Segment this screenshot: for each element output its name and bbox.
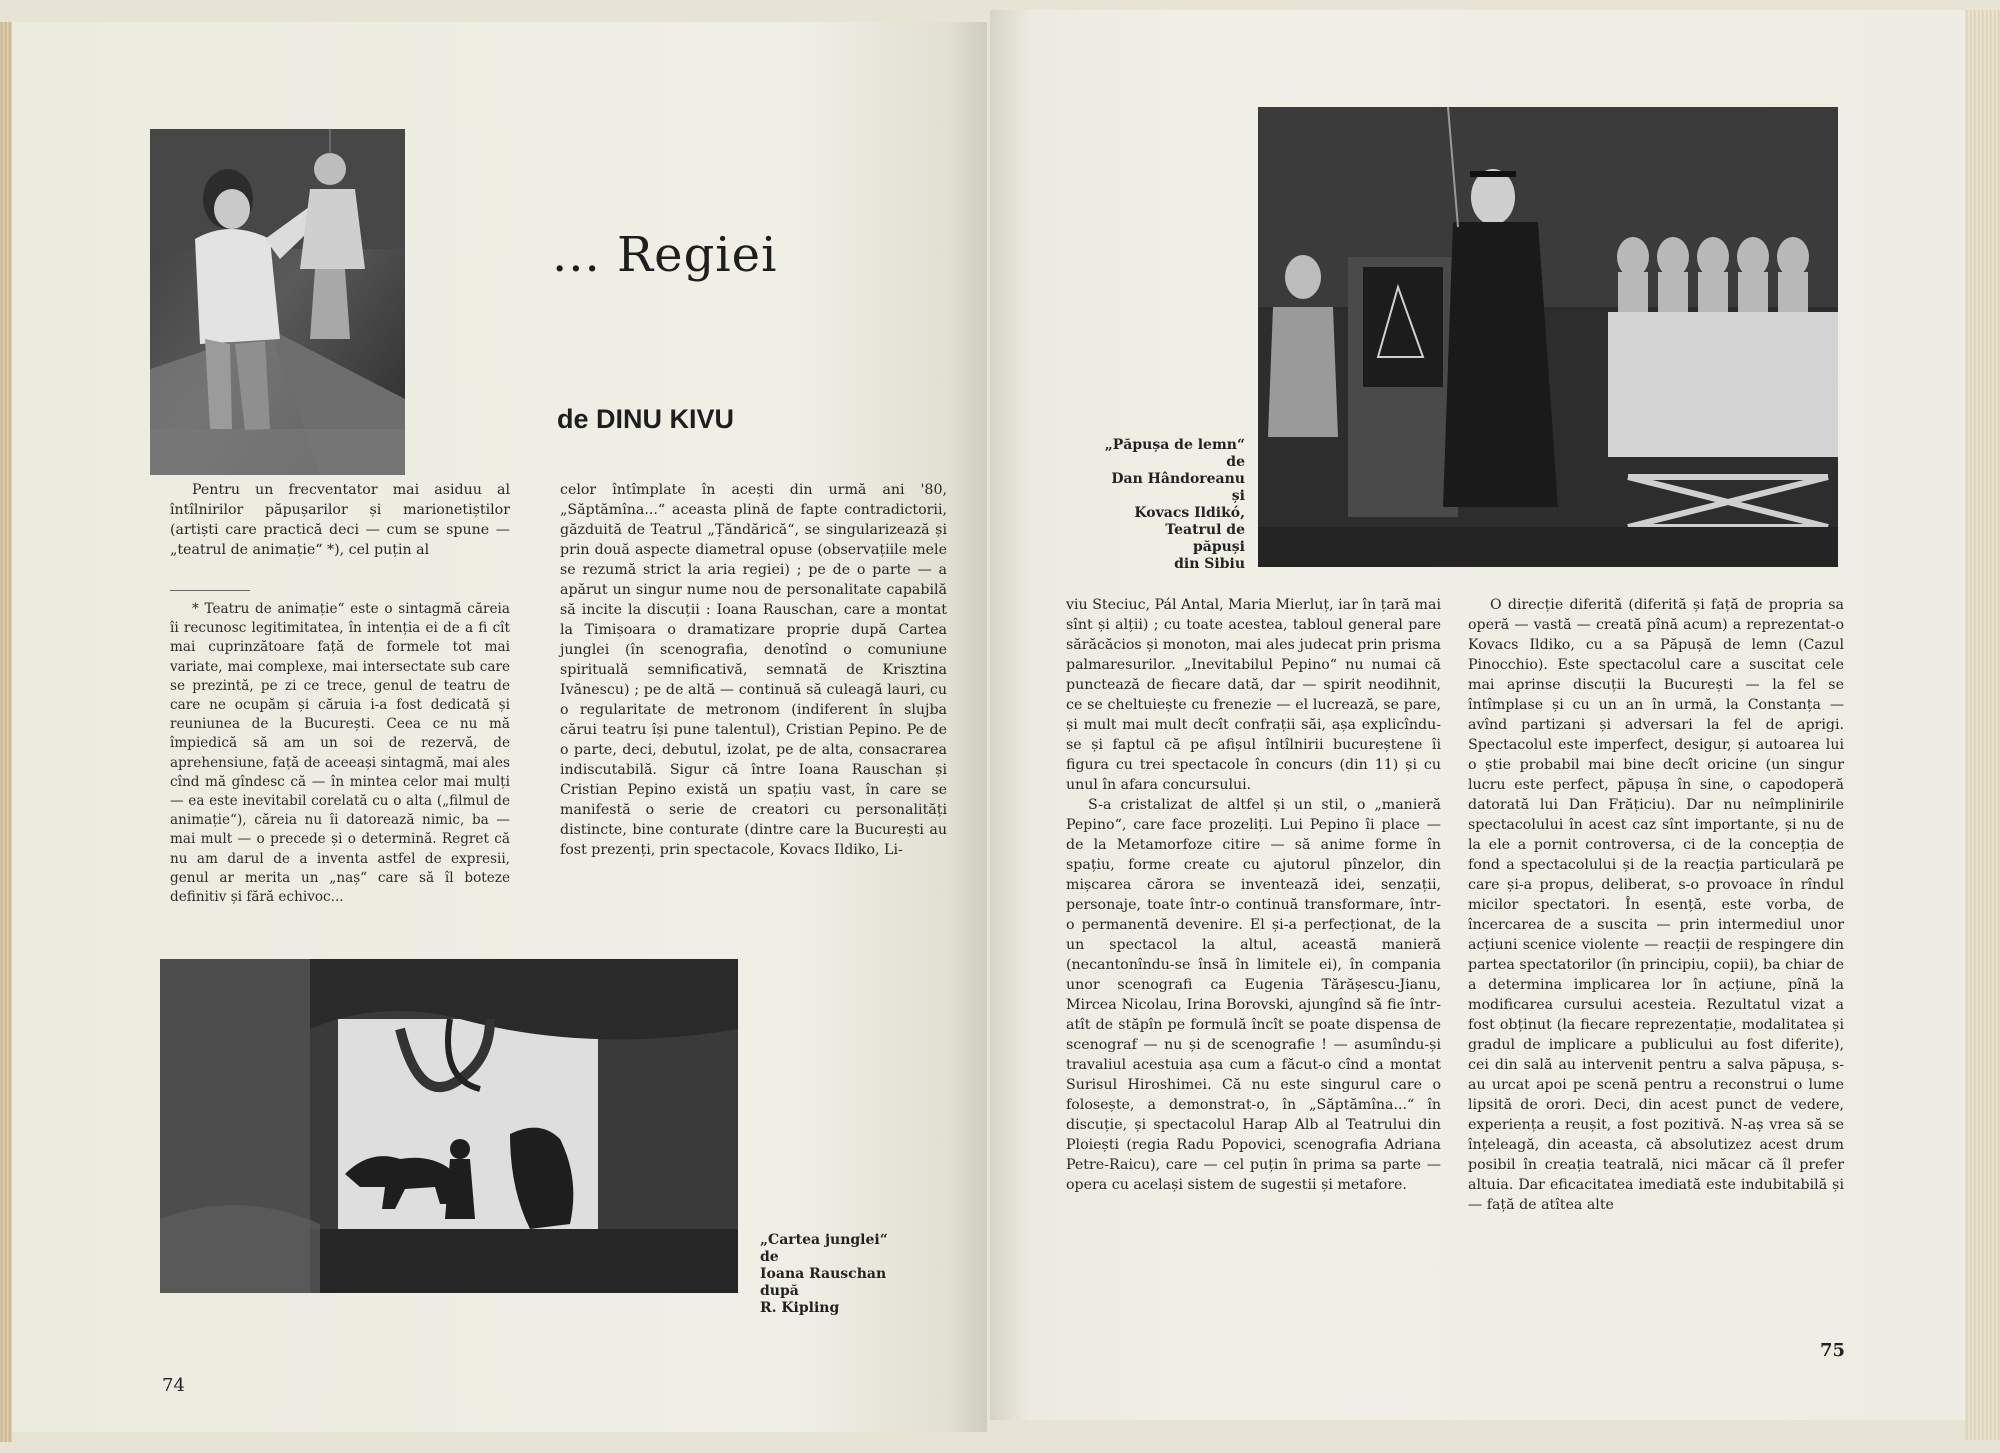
caption-line: „Păpușa de lemn“: [1104, 437, 1245, 453]
caption-line: Kovacs Ildikó,: [1134, 505, 1245, 521]
right-column-2-text: O direcție diferită (diferită și față de propria sa operă — vastă — creată pînă acum) a reprezentat-o Kovacs Ildiko, cu a sa Păpușă de lemn (Cazul Pinocchio). Este spectacolul care a suscitat cele mai aprinse discuții la București — la fel se întîmplase și cu un an în urmă, la Constanța — avînd partizani și adversari la fel de aprigi. Spectacolul este imperfect, desigur, și autoarea lui o știe probabil mai bine decît oricine (un singur lucru este perfect, păpușa în sine, o capodoperă datorată lui Dan Frățiciu). Dar nu neîmplinirile spectacolului în acest caz sînt importante, și nu de la ele a pornit controversa, ci de la concepția de fond a spectacolului și de la reacția particulară pe care și-a propus, deliberat, s-o provoace în rîndul micilor spectatori. În esență, este vorba, de încercarea de a suscita — prin intermediul unor acțiuni scenice violente — reacții de respingere din partea spectatorilor (în principiu, copii), ba chiar de a determina implicarea lor în acțiune, pînă la modificarea cursului acesteia. Rezultatul vizat a fost obținut (la fiecare reprezentație, modalitatea și gradul de implicare a publicului au fost diferite), cei din sală au intervenit pentru a salva păpușa, s-au urcat apoi pe scenă pentru a reconstrui o lume lipsită de orori. Deci, din acest punct de vedere, experiența a reușit, a fost pozitivă. N-aș vrea să se înțeleagă, din aceasta, că absolutizez acest drum posibil în creația teatrală, nici măcar că îl prefer altuia. Dar eficacitatea imediată este indubitabilă și — față de atîtea alte: [1468, 597, 1844, 1213]
right-column-1-text: viu Steciuc, Pál Antal, Maria Mierluț, iar în țară mai sînt și alții) ; cu toate acestea, tabloul general pare sărăcăcios și monoton, mai ales judecat prin prisma palmaresurilor. „Inevitabilul Pepino“ nu numai că punctează de fiecare dată, dar — spirit neodihnit, ce se cheltuiește cu frenezie — el lucrează, se pare, și mult mai mult decît confrații săi, așa explicîndu-se și faptul că pe afișul întîlnirii bucureștene îi figura cu trei spectacole în concurs (din 11) și cu unul în afara concursului.: [1066, 597, 1441, 793]
right-column-1-text-2: S-a cristalizat de altfel și un stil, o „manieră Pepino“, care face prozeliți. Lui Pepino îi place — de la Metamorfoze citire — să anime forme în spațiu, forme create cu ajutorul pînzelor, din mișcarea cărora se inventează idei, senzații, personaje, toate într-o continuă transformare, într-o permanentă devenire. El și-a perfecționat, de la un spectacol la altul, această manieră (necantonîndu-se însă în limitele ei), în compania unor scenografi ca Eugenia Tărășescu-Jianu, Mircea Nicolau, Irina Borovski, ajungînd să fie într-atît de stăpîn pe formulă încît se poate dispensa de scenograf — nu și de scenografie ! — asumîndu-și travaliul acestuia așa cum a făcut-o cînd a montat Surisul Hiroshimei. Că nu este singurul care o folosește, a demonstrat-o, în „Săptămîna...“ în discuție, și spectacolul Harap Alb al Teatrului din Ploiești (regia Radu Popovici, scenografia Adriana Petre-Raicu), care — cel puțin în prima sa parte — opera cu același sistem de sugestii și metafore.: [1066, 797, 1441, 1193]
caption-line: Dan Hândoreanu: [1111, 471, 1245, 487]
photo-caption-cartea-junglei: [760, 1232, 950, 1317]
photo-caption-papusa-de-lemn: [1050, 437, 1245, 573]
caption-line: de: [1226, 454, 1245, 470]
caption-line: Ioana Rauschan: [760, 1266, 887, 1282]
left-page: [12, 22, 987, 1432]
intro-paragraph: [170, 480, 510, 560]
right-column-1: [1066, 595, 1441, 1195]
caption-line: din Sibiu: [1174, 556, 1245, 572]
article-author: [557, 404, 734, 435]
photo-boy-marionette-image: [150, 129, 405, 475]
footnote-text: * Teatru de animație“ este o sintagmă căreia îi recunosc legitimitatea, în intenția ei de a fi cît mai cuprinzătoare față de formele tot mai variate, mai complexe, mai intersectate sub care se prezintă, pe zi ce trece, genul de teatru de care ne ocupăm și căruia i-a fost dedicată și reuniunea de la București. Ceea ce nu mă împiedică să am un soi de rezervă, de aprehensiune, față de aceeași sintagmă, mai ales cînd mă gîndesc că — în mintea celor mai mulți — ea este inevitabil corelată cu o alta („filmul de animație“), căreia nu îi datorează nimic, ba — mai mult — o precede și o determină. Regret că nu am darul de a inventa astfel de expresii, genul ar merita un „naș“ care să îl boteze definitiv și fără echivoc...: [170, 601, 510, 906]
footnote-separator: [170, 590, 250, 591]
caption-line: de: [760, 1249, 779, 1265]
photo-papusa-de-lemn-image: [1258, 107, 1838, 567]
caption-line: păpuși: [1192, 539, 1245, 555]
right-page: [990, 10, 1965, 1420]
book-edge-right: [1965, 10, 2000, 1440]
article-title: ... Regiei: [552, 227, 778, 283]
left-column-2-text: celor întîmplate în acești din urmă ani '80, „Săptămîna...“ aceasta plină de fapte contradictorii, găzduită de Teatrul „Țăndărică“, se singularizează și prin două aspecte diametral opuse (observațiile mele se rezumă strict la aria regiei) ; pe de o parte — a apărut un singur nume nou de personalitate capabilă să incite la discuții : Ioana Rauschan, care a montat la Timișoara o dramatizare proprie după Cartea junglei (în scenografia, denotînd o comuniune spirituală semnificativă, semnată de Krisztina Ivănescu) ; pe de altă — continuă să culeagă lauri, cu o regularitate de metronom (indiferent în slujba cărui teatru își pune talentul), Cristian Pepino. Pe de o parte, deci, debutul, izolat, pe de alta, consacrarea indiscutabilă. Sigur că între Ioana Rauschan și Cristian Pepino există un spațiu vast, în care se manifestă o serie de creatori cu personalități distincte, bine conturate (dintre care la București au fost prezenți, prin spectacole, Kovacs Ildiko, Li-: [560, 482, 947, 858]
author-name: de DINU KIVU: [557, 404, 735, 434]
photo-boy-marionette: [150, 129, 405, 475]
photo-papusa-de-lemn: [1258, 107, 1838, 567]
footnote: [170, 600, 510, 907]
page-number-left: 74: [162, 1375, 185, 1396]
intro-text: Pentru un frecventator mai asiduu al întîlnirilor păpușarilor și marionetiștilor (artiști care practică deci — cum se spune — „teatrul de animație“ *), cel puțin al: [170, 482, 510, 558]
page-number-right: 75: [1820, 1340, 1846, 1361]
photo-cartea-junglei-image: [160, 959, 738, 1293]
photo-cartea-junglei: [160, 959, 738, 1293]
right-column-2: [1468, 595, 1844, 1215]
caption-line: și: [1231, 488, 1245, 504]
caption-line: R. Kipling: [760, 1300, 840, 1316]
caption-line: Teatrul de: [1165, 522, 1245, 538]
caption-line: „Cartea junglei“: [760, 1232, 888, 1248]
book-edge-left: [0, 22, 12, 1442]
left-column-2: [560, 480, 947, 860]
caption-line: după: [760, 1283, 799, 1299]
